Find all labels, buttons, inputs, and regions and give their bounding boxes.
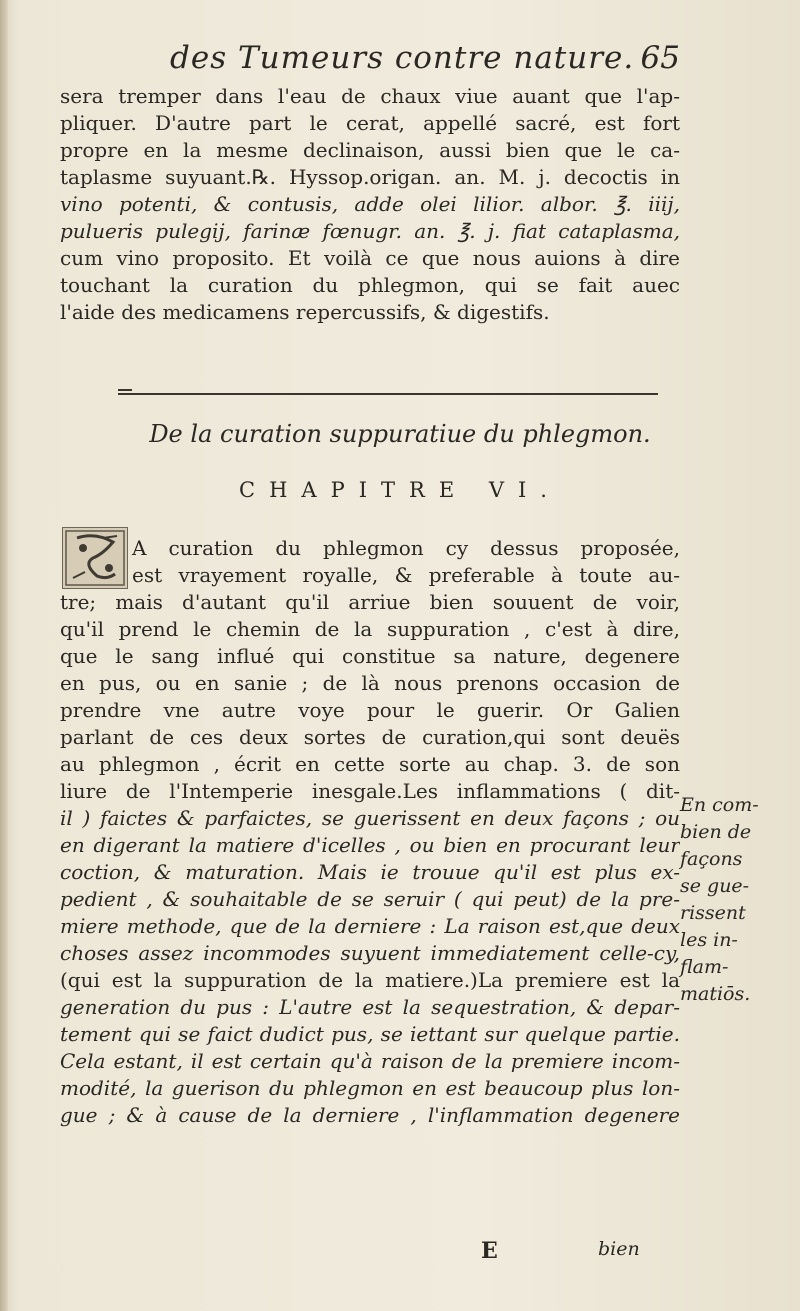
body-text-line: A curation du phlegmon cy dessus proposée, (132, 536, 680, 560)
section-rule (118, 393, 658, 395)
top-text-line: l'aide des medicamens repercussifs, & digestifs. (60, 300, 550, 324)
chapter-heading: CHAPITRE VI. (239, 478, 561, 502)
top-text-line: touchant la curation du phlegmon, qui se fait auec (60, 273, 680, 297)
signature-mark: E (481, 1238, 498, 1264)
body-text-line: choses assez incommodes suyuent immediatement celle-cy, (60, 941, 680, 965)
body-text-line: generation du pus : L'autre est la sequestration, & depar- (60, 995, 680, 1019)
body-text-line: parlant de ces deux sortes de curation,qui sont deuës (60, 725, 680, 749)
margin-note-line: flam- (680, 956, 729, 978)
margin-note-line: rissent (680, 902, 746, 924)
margin-note (680, 792, 790, 1008)
margin-note-line: les in- (680, 929, 738, 951)
top-text-line: cum vino proposito. Et voilà ce que nous auions à dire (60, 246, 680, 270)
body-text-line: au phlegmon , écrit en cette sorte au chap. 3. de son (60, 752, 680, 776)
body-text-line: pedient , & souhaitable de se seruir ( qui peut) de la pre- (60, 887, 680, 911)
page-spine-shadow (0, 0, 8, 1311)
top-text-line: taplasme suyuant.℞. Hyssop.origan. an. M. j. decoctis in (60, 165, 680, 189)
body-paragraph (60, 535, 680, 1129)
top-text-line: vino potenti, & contusis, adde olei lilior. albor. ℥. iiij, (60, 192, 680, 216)
top-text-line: pulueris pulegij, farinæ fœnugr. an. ℥. j. fiat cataplasma, (60, 219, 680, 243)
body-text-line: gue ; & à cause de la derniere , l'inflammation degenere (60, 1103, 680, 1127)
body-text-line: est vrayement royalle, & preferable à toute au- (132, 563, 680, 587)
body-text-line: que le sang influé qui constitue sa nature, degenere (60, 644, 680, 668)
top-text-line: pliquer. D'autre part le cerat, appellé sacré, est fort (60, 111, 680, 135)
body-text-line: prendre vne autre voye pour le guerir. Or Galien (60, 698, 680, 722)
body-text-line: miere methode, que de la derniere : La raison est,que deux (60, 914, 680, 938)
margin-note-line: matiōs. (680, 983, 751, 1005)
body-text-line: tement qui se faict dudict pus, se iettant sur quelque partie. (60, 1022, 680, 1046)
body-text-line: modité, la guerison du phlegmon en est beaucoup plus lon- (60, 1076, 680, 1100)
top-text-line: propre en la mesme declinaison, aussi bien que le ca- (60, 138, 680, 162)
body-text-line: il ) faictes & parfaictes, se guerissent en deux façons ; ou (60, 806, 680, 830)
body-text-line: Cela estant, il est certain qu'à raison de la premiere incom- (60, 1049, 680, 1073)
body-text-line: en digerant la matiere d'icelles , ou bien en procurant leur (60, 833, 680, 857)
section-title: De la curation suppuratiue du phlegmon. (149, 420, 651, 448)
body-text-line: qu'il prend le chemin de la suppuration , c'est à dire, (60, 617, 680, 641)
page-number: 65 (640, 40, 680, 76)
top-paragraph (60, 83, 680, 326)
running-head: des Tumeurs contre nature. (170, 40, 635, 76)
body-text-line: en pus, ou en sanie ; de là nous prenons occasion de (60, 671, 680, 695)
margin-note-line: bien de (680, 821, 752, 843)
margin-note-line: façons (680, 848, 743, 870)
body-text-line: (qui est la suppuration de la matiere.)La premiere est la (60, 968, 680, 992)
margin-note-line: se gue- (680, 875, 750, 897)
top-text-line: sera tremper dans l'eau de chaux viue auant que l'ap- (60, 84, 680, 108)
margin-note-line: En com- (680, 794, 759, 816)
body-text-line: tre; mais d'autant qu'il arriue bien souuent de voir, (60, 590, 680, 614)
body-text-line: liure de l'Intemperie inesgale.Les inflammations ( dit- (60, 779, 680, 803)
catchword: bien (598, 1238, 640, 1260)
body-text-line: coction, & maturation. Mais ie trouue qu'il est plus ex- (60, 860, 680, 884)
